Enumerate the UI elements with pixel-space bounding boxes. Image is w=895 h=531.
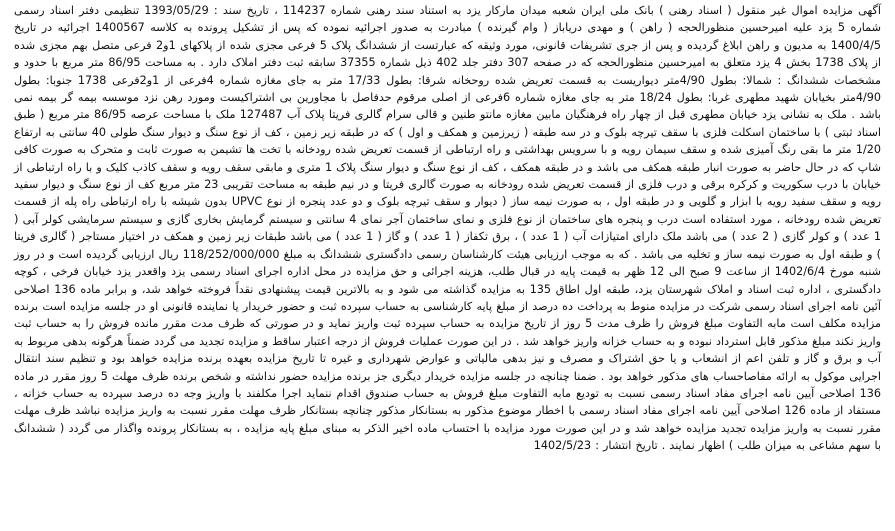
auction-notice-text: آگهی مزایده اموال غیر منقول ( اسناد رهنی ) بانک ملی ایران شعبه میدان مارکار یزد به استناد سند رهنی شماره 114237 ، تاریخ سند : 1393/05/29 تنظیمی دفتر اسناد رسمی شماره 5 یزد علیه امیرحسین منظورالحجه ( راهن ) و مهدی دریاباز ( وام گیرنده ) مبادرت به صدور اجرائیه نموده که پس از تشکیل پرونده به کلاسه 1400567 اجرائیه در تاریخ 1400/4/5 به مدیون و راهن ابلاغ گردیده و پس از جری تشریفات قانونی، مورد وثیقه که عبارتست از ششدانگ پلاک 5 فرعی مجزی شده از پلاکهای 1و2 فرعی متصل بهم مجزی شده از پلاک 1738 بخش 4 یزد متعلق به امیرحسین منظورالحجه که در صفحه 307 دفتر جلد 402 ذیل شماره 37355 سابقه ثبت دفتر املاک دارد . به مساحت 86/95 متر مربع با حدود و مشخصات ششدانگ : شمالا: بطول 4/90متر دیواریست به قسمت تعریض شده روحخانه شرقا: بطول 17/33 متر به جای مغازه شماره 4فرعی از 1و2فرعی 1738 جنوبا: بطول 4/90متر بخیابان شهید مطهری غربا: بطول 18/24 متر به جای مغازه شماره 6فرعی از اصلی مرقوم حدفاصل با مجاورین بی اشتراکیست ومورد رهن نزد موسسه بیمه گر بیمه نمی باشد . ملک به نشانی یزد خیابان مطهری قبل از چهار راه فرهنگیان مابین مغازه مانتو طنین و قالی سرام گالری فریتا پلاک آب 127487 ملک با مساحت عرصه 86/95 متر مربع ( طبق اسناد ثبتی ) با ساختمان اسکلت فلزی با سقف تیرچه بلوک و در سه طبقه ( زیرزمین و همکف و اول ) که در طبقه زیر زمین ، کف از نوع سنگ و دیوار سنگ طولی 40 سانتی به ارتفاع 1/20 متر ما بقی رنگ آمیزی شده و سقف سیمان رویه و با سرویس بهداشتی و راه ارتباطی از قسمت تعریض شده رودخانه با تخت ها تشیمن به صورت ثابت و متحرک به صورت کافی شاپ که در حال حاضر به صورت انبار طبقه همکف می باشد و در طبقه همکف ، کف از نوع سنگ و دیوار سنگ پلاک 1 متری و مابقی سقف رویه و سقف کاذب کلیک و با راه ارتباطی از خیابان با درب سکوریت و کرکره برقی و درب فلزی از قسمت تعریض شده رودخانه به صورت گالری فریتا و در نیم طبقه به مساحت تقریبی 23 متر مربع کف از نوع سنگ و دیوار سفید رویه و سقف سفید رویه با ابزار و گلویی و در طبقه اول ، به صورت نیمه ساز ( دیوار و سقف تیرچه بلوک و دو عدد پنجره از نوع UPVC بدون شیشه با راه ارتباطی راه پله از قسمت تعریض شده رودخانه ، مورد استفاده است درب و پنجره های ساختمان از نوع فلزی و نمای ساختمان آجر نمای 4 سانتی و سیستم گرمایش بخاری گازی و سیستم سرمایشی کولر آبی ( 1 عدد ) و کولر گازی ( 2 عدد ) می باشد ملک دارای امتیازات آب ( 1 عدد ) ، برق تکفاز ( 1 عدد ) و گاز ( 1 عدد ) می باشد طبقات زیر زمین و همکف در اختیار مستاجر ( گالری فریتا ) و طبقه اول به صورت نیمه ساز و تخلیه می باشد . که به موجب ارزیابی هیئت کارشناسان رسمی دادگستری ششدانگ به مبلغ 118/252/000/000 ریال ارزیابی گردیده است و در روز شنبه مورخ 1402/6/4 از ساعت 9 صبح الی 12 ظهر به قیمت پایه در قبال طلب، هزینه اجرائی و حق مزایده در محل اداره اجرای اسناد رسمی یزد واقعدر یزد خیابان فرخی ، کوچه دادگستری ، اداره ثبت اسناد و املاک شهرستان یزد، طبقه اول اطاق 135 به مزایده گذاشته می شود و به بالاترین قیمت پیشنهادی نقداً فروخته خواهد شد، و برابر ماده 136 اصلاحی آئین نامه اجرای اسناد رسمی شرکت در مزایده منوط به پرداخت ده درصد از مبلغ پایه کارشناسی به حساب سپرده ثبت و حضور خریدار یا نماینده قانونی او در جلسه مزایده است برنده مزایده مکلف است مابه التفاوت مبلغ فروش را ظرف مدت 5 روز از تاریخ مزایده به حساب سپرده ثبت واریز نماید و در صورتی که ظرف مدت مقرر مانده فروش را به حساب ثبت واریز نکند مبلغ مذکور قابل استرداد نبوده و به حساب خزانه واریز خواهد شد . در این صورت عملیات فروش از درجه اعتبار ساقط و مزایده تجدید می گردد ضمناً هرگونه بدهی مربوط به آب و برق و گاز و تلفن اعم از انشعاب و یا حق اشتراک و مصرف و نیز بدهی مالیاتی و عوارض شهرداری و غیره تا تاریخ مزایده بعهده برنده مزایده خواهد بود و تنظیم سند انتقال اجرایی موکول به ارائه مفاصاحساب های مذکور خواهد بود . ضمنا چنانچه در جلسه مزایده خریدار دیگری جز برنده مزایده حضور نداشته و شخص برنده ظرف مهلت 5 روز مقرر در ماده 136 اصلاحی آیین نامه اجرای مفاد اسناد رسمی نسبت به تودیع مابه التفاوت مبلغ فروش به حساب صندوق اقدام ننماید اجرا مکلفند با واریز وجه ده درصد سپرده به حساب خزانه ، مستفاد از ماده 126 اصلاحی آیین نامه اجرای مفاد اسناد رسمی با اخطار موضوع مذکور به بستانکار مذکور چنانچه بستانکار ظرف مهلت مقرر نسبت به واریز مزایده نباشد ظرف مهلت مقرر نسبت به واریز مزایده تجدید مزایده خواهد شد و در این صورت مورد مزایده با احتساب ماده اخیر الذکر به مبنای مبلغ پایه مزایده ، به بستانکار پرونده واگذار می گردد ( ششدانگ با سهم مشاعی به میزان طلب ) اظهار نمایند . تاریخ انتشار : 1402/5/23	[14, 4, 882, 453]
notice-page	[7, 0, 888, 531]
